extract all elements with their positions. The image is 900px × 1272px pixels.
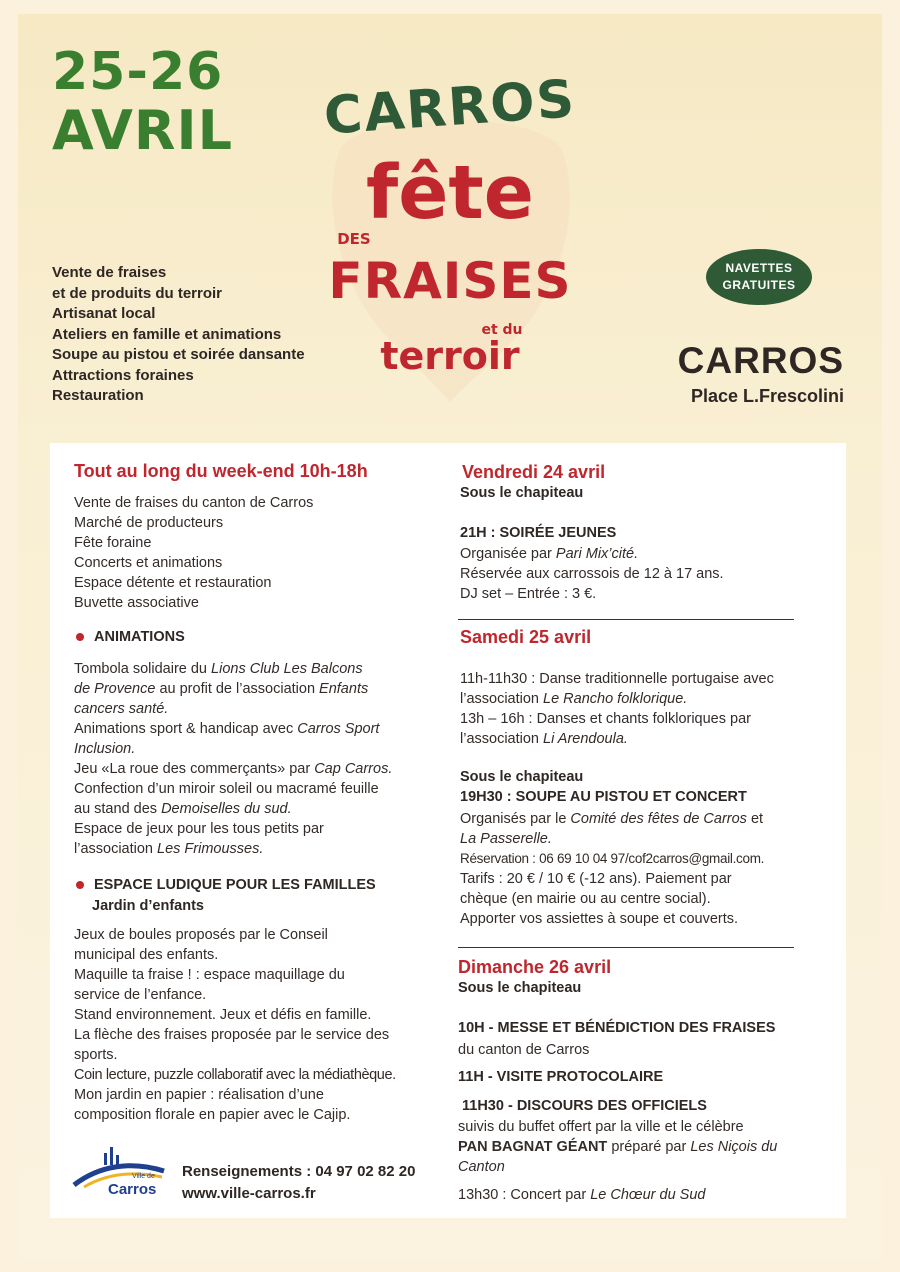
anim-line bbox=[74, 719, 392, 739]
bullet-icon bbox=[76, 881, 84, 889]
sunday-speech-details bbox=[458, 1117, 777, 1177]
text: Animations sport & handicap avec bbox=[74, 721, 298, 737]
text: Organisés par le bbox=[460, 811, 571, 827]
text: PAN BAGNAT GÉANT bbox=[458, 1139, 608, 1155]
sunday-event-speech: 11H30 - DISCOURS DES OFFICIELS bbox=[462, 1098, 707, 1114]
text: Demoiselles du sud. bbox=[161, 801, 292, 817]
detail-line: 13h – 16h : Danses et chants folkloriques par bbox=[460, 711, 751, 727]
text: Le Rancho folklorique. bbox=[543, 691, 688, 707]
text: Jeu «La roue des commerçants» par bbox=[74, 761, 315, 777]
text: Cap Carros. bbox=[314, 761, 393, 777]
free-shuttle-badge bbox=[706, 249, 812, 305]
sunday-subtitle: Sous le chapiteau bbox=[458, 980, 582, 996]
friday-event: 21H : SOIRÉE JEUNES bbox=[460, 525, 617, 541]
espace-heading bbox=[76, 877, 376, 893]
sunday-concert bbox=[458, 1185, 705, 1205]
logo-carros: CARROS bbox=[322, 69, 578, 147]
ville-de-carros-logo bbox=[70, 1143, 168, 1201]
text: Les Niçois du bbox=[690, 1139, 778, 1155]
anim-line bbox=[74, 839, 392, 859]
weekend-item: Fête foraine bbox=[74, 535, 152, 551]
text: Pari Mix’cité. bbox=[555, 546, 639, 562]
text: Li Arendoula. bbox=[543, 731, 628, 747]
text: Carros Sport bbox=[297, 721, 380, 737]
espace-line: Mon jardin en papier : réalisation d’une bbox=[74, 1087, 324, 1103]
animations-title: ANIMATIONS bbox=[94, 629, 185, 645]
sunday-event-mass: 10H - MESSE ET BÉNÉDICTION DES FRAISES bbox=[458, 1020, 776, 1036]
detail-line bbox=[460, 544, 724, 564]
espace-line: Stand environnement. Jeux et défis en famille. bbox=[74, 1007, 372, 1023]
espace-line: La flèche des fraises proposée par le service des bbox=[74, 1027, 390, 1043]
text: préparé par bbox=[607, 1139, 691, 1155]
logo-carros-text: Carros bbox=[108, 1181, 157, 1198]
espace-line: Maquille ta fraise ! : espace maquillage du bbox=[74, 967, 345, 983]
anim-line: Espace de jeux pour les tous petits par bbox=[74, 821, 324, 837]
detail-line: 11h-11h30 : Danse traditionnelle portugaise avec bbox=[460, 671, 774, 687]
saturday-details bbox=[460, 809, 764, 929]
contact-website[interactable]: www.ville-carros.fr bbox=[182, 1185, 316, 1202]
logo-fraises: FRAISES bbox=[328, 252, 572, 310]
text: et bbox=[746, 811, 764, 827]
espace-line: sports. bbox=[74, 1047, 118, 1063]
anim-line bbox=[74, 679, 392, 699]
badge-line2: GRATUITES bbox=[722, 278, 796, 292]
detail-line: Réservée aux carrossois de 12 à 17 ans. bbox=[460, 566, 724, 582]
logo-ville-text: Ville de bbox=[132, 1173, 155, 1180]
weekend-item: Buvette associative bbox=[74, 595, 199, 611]
anim-line: Inclusion. bbox=[74, 741, 136, 757]
feature-item: Ateliers en famille et animations bbox=[52, 325, 282, 343]
espace-line: composition florale en papier avec le Cajip. bbox=[74, 1107, 351, 1123]
feature-item: Vente de fraises bbox=[52, 264, 167, 281]
sunday-event-mass-sub: du canton de Carros bbox=[458, 1042, 590, 1058]
text: Comité des fêtes de Carros bbox=[570, 811, 747, 827]
saturday-morning bbox=[460, 669, 774, 749]
anim-line bbox=[74, 799, 392, 819]
espace-line: service de l’enfance. bbox=[74, 987, 207, 1003]
logo-terroir: terroir bbox=[380, 334, 520, 378]
weekend-item: Vente de fraises du canton de Carros bbox=[74, 495, 314, 511]
detail-line: suivis du buffet offert par la ville et le célèbre bbox=[458, 1119, 744, 1135]
espace-line: Jeux de boules proposés par le Conseil bbox=[74, 927, 328, 943]
feature-item: et de produits du terroir bbox=[52, 284, 223, 302]
section-divider bbox=[458, 947, 794, 948]
detail-line bbox=[460, 809, 764, 829]
event-date bbox=[52, 42, 234, 162]
saturday-event: 19H30 : SOUPE AU PISTOU ET CONCERT bbox=[460, 789, 747, 805]
friday-title: Vendredi 24 avril bbox=[462, 462, 606, 482]
feature-item: Artisanat local bbox=[52, 305, 156, 322]
date-days: 25-26 bbox=[52, 42, 224, 102]
animations-heading bbox=[76, 629, 185, 645]
weekend-item: Marché de producteurs bbox=[74, 515, 224, 531]
weekend-title: Tout au long du week-end 10h-18h bbox=[74, 461, 368, 481]
saturday-title: Samedi 25 avril bbox=[460, 627, 592, 647]
weekend-item: Espace détente et restauration bbox=[74, 575, 272, 591]
text: Tombola solidaire du bbox=[74, 661, 212, 677]
text: Enfants bbox=[319, 681, 369, 697]
contact-info bbox=[182, 1161, 415, 1205]
feature-item: Soupe au pistou et soirée dansante bbox=[52, 346, 305, 363]
text: l’association bbox=[460, 691, 544, 707]
badge-line1: NAVETTES bbox=[725, 261, 793, 275]
weekend-item: Concerts et animations bbox=[74, 555, 223, 571]
date-month: AVRIL bbox=[52, 99, 234, 162]
detail-line: La Passerelle. bbox=[460, 831, 552, 847]
detail-line: Canton bbox=[458, 1159, 505, 1175]
anim-line bbox=[74, 759, 392, 779]
contact-phone: Renseignements : 04 97 02 82 20 bbox=[182, 1163, 416, 1180]
text: au stand des bbox=[74, 801, 162, 817]
detail-line: Tarifs : 20 € / 10 € (-12 ans). Paiement par bbox=[460, 871, 732, 887]
feature-item: Restauration bbox=[52, 387, 144, 404]
sunday-title: Dimanche 26 avril bbox=[458, 957, 612, 977]
detail-line bbox=[460, 729, 774, 749]
anim-line: cancers santé. bbox=[74, 701, 169, 717]
text: Les Frimousses. bbox=[157, 841, 264, 857]
text: l’association bbox=[460, 731, 544, 747]
text: Organisée par bbox=[460, 546, 556, 562]
logo-des: DES bbox=[337, 230, 371, 248]
text: l’association bbox=[74, 841, 158, 857]
text: Lions Club Les Balcons bbox=[211, 661, 363, 677]
logo-fete: fête bbox=[366, 150, 534, 236]
detail-line: Apporter vos assiettes à soupe et couverts. bbox=[460, 911, 739, 927]
detail-line: Réservation : 06 69 10 04 97/cof2carros@gmail.com. bbox=[460, 851, 765, 866]
detail-line bbox=[458, 1137, 777, 1157]
weekend-list bbox=[74, 493, 313, 613]
espace-title: ESPACE LUDIQUE POUR LES FAMILLES bbox=[94, 877, 376, 893]
espace-list bbox=[74, 925, 396, 1125]
friday-subtitle: Sous le chapiteau bbox=[460, 485, 584, 501]
text: 13h30 : Concert par bbox=[458, 1187, 591, 1203]
detail-line bbox=[460, 689, 774, 709]
espace-line: Coin lecture, puzzle collaboratif avec la médiathèque. bbox=[74, 1067, 396, 1083]
text: au profit de l’association bbox=[155, 681, 320, 697]
section-divider bbox=[458, 619, 794, 620]
espace-subtitle: Jardin d’enfants bbox=[92, 898, 204, 914]
detail-line: chèque (en mairie ou au centre social). bbox=[460, 891, 711, 907]
animations-list bbox=[74, 659, 392, 859]
feature-list bbox=[52, 263, 305, 407]
fete-des-fraises-logo bbox=[300, 40, 600, 410]
text: de Provence bbox=[74, 681, 156, 697]
anim-line bbox=[74, 659, 392, 679]
saturday-subtitle: Sous le chapiteau bbox=[460, 769, 584, 785]
sunday-event-visit: 11H - VISITE PROTOCOLAIRE bbox=[458, 1069, 664, 1085]
program-panel bbox=[50, 443, 846, 1218]
friday-details bbox=[460, 544, 724, 604]
text: Le Chœur du Sud bbox=[590, 1187, 706, 1203]
anim-line: Confection d’un miroir soleil ou macramé feuille bbox=[74, 781, 379, 797]
bullet-icon bbox=[76, 633, 84, 641]
location-address: Place L.Frescolini bbox=[690, 386, 844, 406]
feature-item: Attractions foraines bbox=[52, 366, 194, 384]
location-title: CARROS bbox=[677, 340, 844, 381]
logo-et-du: et du bbox=[481, 322, 523, 338]
espace-line: municipal des enfants. bbox=[74, 947, 219, 963]
detail-line: DJ set – Entrée : 3 €. bbox=[460, 586, 597, 602]
